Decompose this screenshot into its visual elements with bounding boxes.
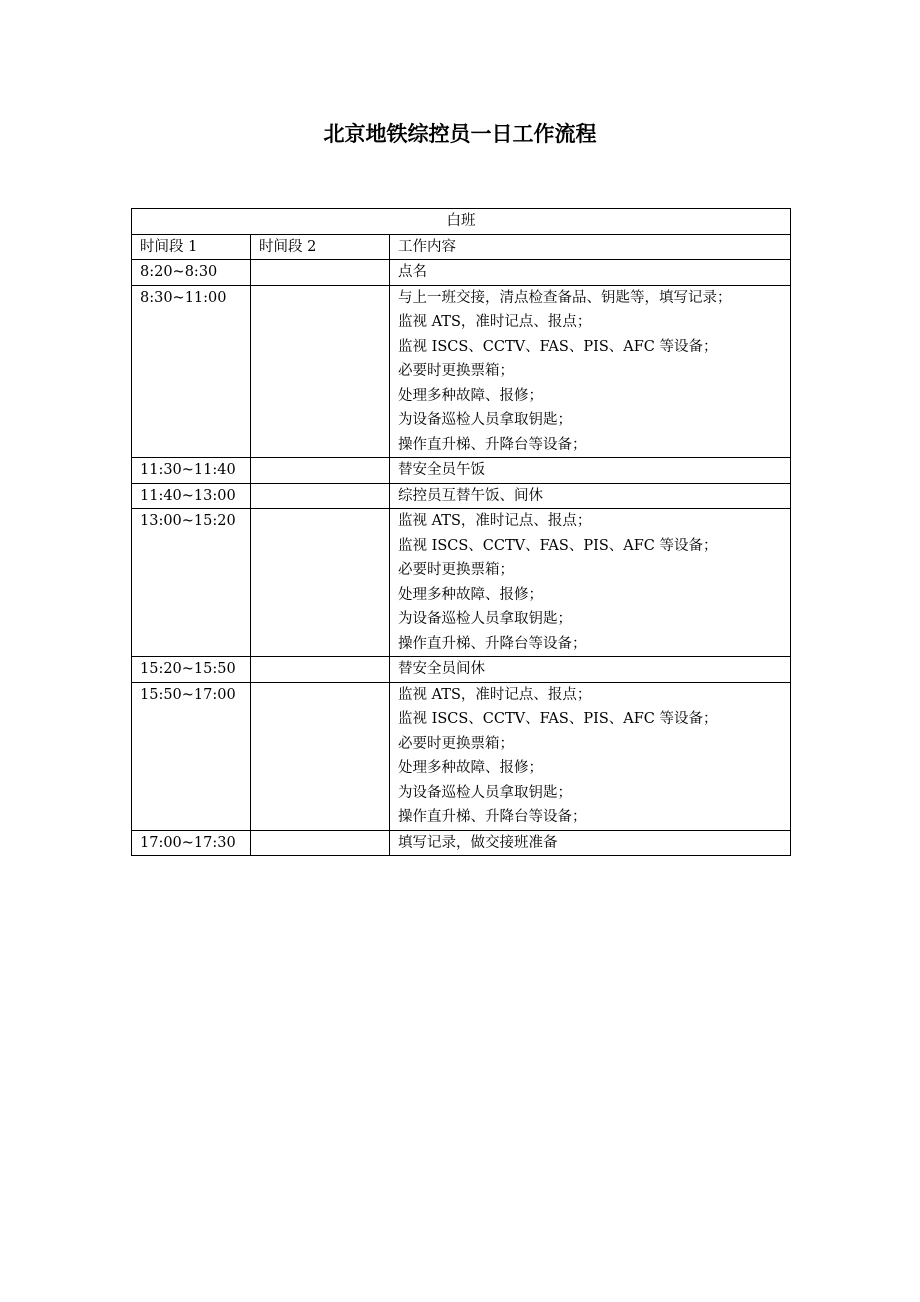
task-item: 监视 ATS，准时记点、报点；	[398, 513, 592, 529]
task-item: 操作直升梯、升降台等设备；	[398, 809, 587, 825]
column-header-time2: 时间段 2	[251, 234, 390, 260]
task-item: 必要时更换票箱；	[398, 735, 514, 752]
table-row	[132, 657, 791, 683]
task-item: 监视 ISCS、CCTV、FAS、PIS、AFC 等设备；	[398, 338, 718, 355]
work-content-cell	[390, 682, 791, 830]
task-item: 监视 ISCS、CCTV、FAS、PIS、AFC 等设备；	[398, 711, 718, 727]
task-item: 为设备巡检人员拿取钥匙；	[398, 784, 572, 801]
task-item: 操作直升梯、升降台等设备；	[398, 635, 587, 652]
time-slot-2-cell	[251, 830, 390, 856]
table-row	[132, 509, 791, 657]
work-schedule-table	[131, 208, 791, 856]
column-header-tasks: 工作内容	[390, 234, 791, 260]
task-item: 与上一班交接，清点检查备品、钥匙等，填写记录；	[398, 289, 732, 306]
work-content-cell	[390, 285, 791, 458]
task-item: 监视 ATS，准时记点、报点；	[398, 686, 592, 703]
task-item: 综控员互替午饭、间休	[398, 487, 543, 504]
table-row	[132, 458, 791, 484]
time-slot-2-cell	[251, 285, 390, 458]
task-item: 监视 ATS，准时记点、报点；	[398, 314, 592, 330]
time-slot-2-cell	[251, 458, 390, 484]
task-item: 点名	[398, 264, 427, 280]
task-item: 处理多种故障、报修；	[398, 760, 543, 776]
time-slot-2-cell	[251, 260, 390, 286]
task-item: 为设备巡检人员拿取钥匙；	[398, 412, 572, 428]
work-content-cell	[390, 657, 791, 683]
work-content-cell	[390, 260, 791, 286]
table-row	[132, 260, 791, 286]
time-slot-1-cell: 8:20~8:30	[132, 260, 251, 286]
time-slot-2-cell	[251, 483, 390, 509]
time-slot-2-cell	[251, 657, 390, 683]
document-title: 北京地铁综控员一日工作流程	[323, 122, 597, 146]
work-content-cell	[390, 483, 791, 509]
time-slot-2-cell	[251, 682, 390, 830]
time-slot-1-cell: 11:40~13:00	[132, 483, 251, 509]
table-row	[132, 830, 791, 856]
task-item: 监视 ISCS、CCTV、FAS、PIS、AFC 等设备；	[398, 537, 718, 554]
column-header-row	[132, 234, 791, 260]
table-row	[132, 483, 791, 509]
work-content-cell	[390, 458, 791, 484]
time-slot-1-cell: 11:30~11:40	[132, 458, 251, 484]
time-slot-2-cell	[251, 509, 390, 657]
task-item: 必要时更换票箱；	[398, 363, 514, 379]
table-row	[132, 285, 791, 458]
time-slot-1-cell: 15:20~15:50	[132, 657, 251, 683]
task-item: 必要时更换票箱；	[398, 562, 514, 578]
work-content-cell	[390, 830, 791, 856]
shift-label: 白班	[132, 209, 791, 235]
task-item: 处理多种故障、报修；	[398, 586, 543, 603]
time-slot-1-cell: 17:00~17:30	[132, 830, 251, 856]
column-header-time1: 时间段 1	[132, 234, 251, 260]
task-item: 为设备巡检人员拿取钥匙；	[398, 611, 572, 627]
time-slot-1-cell: 13:00~15:20	[132, 509, 251, 657]
work-content-cell	[390, 509, 791, 657]
table-row	[132, 682, 791, 830]
time-slot-1-cell: 8:30~11:00	[132, 285, 251, 458]
shift-header-row	[132, 209, 791, 235]
task-item: 替安全员午饭	[398, 462, 485, 478]
task-item: 操作直升梯、升降台等设备；	[398, 436, 587, 453]
task-item: 填写记录，做交接班准备	[398, 834, 558, 851]
task-item: 替安全员间休	[398, 661, 485, 677]
time-slot-1-cell: 15:50~17:00	[132, 682, 251, 830]
task-item: 处理多种故障、报修；	[398, 387, 543, 404]
